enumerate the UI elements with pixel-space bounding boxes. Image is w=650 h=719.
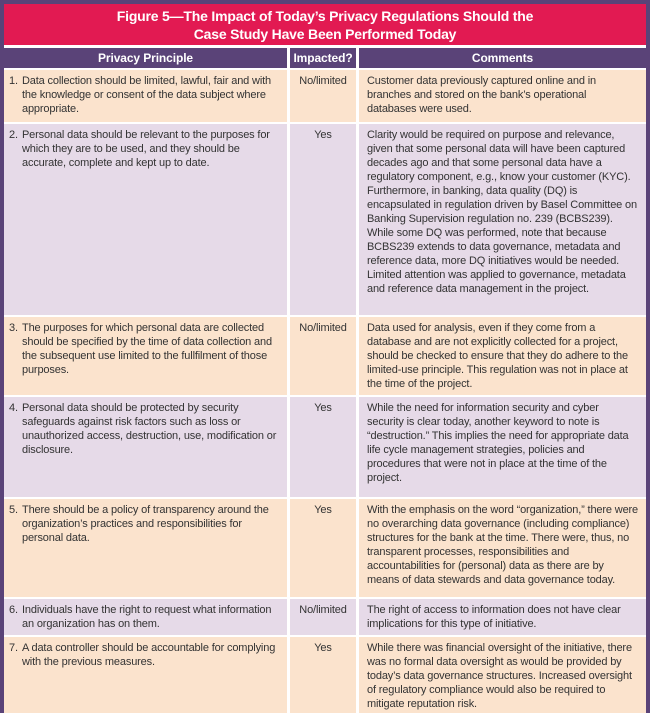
impacted-cell: Yes <box>290 499 356 597</box>
principle-cell <box>4 397 287 497</box>
impacted-cell: No/limited <box>290 599 356 635</box>
principle-cell <box>4 70 287 122</box>
principle-number: 3. <box>9 322 18 334</box>
comments-cell: Clarity would be required on purpose and relevance, given that some personal data will have been captured decades ago and that some personal data have a regulatory component, e.g., know your customer (KYC). Furthermore, in banking, data quality (DQ) is encapsulated in regulation driven by Basel Committee on Banking Supervision regulation no. 239 (BCBS239). While some DQ was performed, note that because BCBS239 extends to data governance, metadata and reference data, more DQ initiatives would be needed. Limited attention was applied to governance, metadata and reference data management in the project. <box>359 124 646 315</box>
principle-number: 1. <box>9 75 18 87</box>
figure-title-bar <box>4 4 646 45</box>
figure-title-line-1: Figure 5—The Impact of Today’s Privacy Regulations Should the <box>116 8 534 24</box>
impacted-cell: Yes <box>290 397 356 497</box>
principle-text: A data controller should be accountable for complying with the previous measures. <box>22 642 276 668</box>
impacted-cell: No/limited <box>290 317 356 395</box>
principle-cell <box>4 499 287 597</box>
header-comments: Comments <box>359 48 646 68</box>
comments-cell: While the need for information security and cyber security is clear today, another keyword to note is “destruction.” This implies the need for appropriate data life cycle management strategies, policies and procedures that were not in place at the time of the project. <box>359 397 646 497</box>
comments-cell: Data used for analysis, even if they come from a database and are not explicitly collected for a project, should be checked to ensure that they do adhere to the limited-use principle. This regulation was not in place at the time of the project. <box>359 317 646 395</box>
principle-number: 6. <box>9 604 18 616</box>
principle-text: Individuals have the right to request what information an organization has on them. <box>22 604 272 630</box>
principle-number: 4. <box>9 402 18 414</box>
principle-text: The purposes for which personal data are collected should be specified by the time of data collection and the subsequent use limited to the fullfilment of those purposes. <box>22 322 272 376</box>
impacted-cell: No/limited <box>290 70 356 122</box>
principle-number: 5. <box>9 504 18 516</box>
principle-cell <box>4 317 287 395</box>
comments-cell: Customer data previously captured online and in branches and stored on the bank’s operational databases were used. <box>359 70 646 122</box>
principle-cell <box>4 637 287 713</box>
principle-text: Data collection should be limited, lawful, fair and with the knowledge or consent of the data subject where appropriate. <box>22 75 272 115</box>
header-impacted: Impacted? <box>290 48 356 68</box>
principle-text: Personal data should be protected by security safeguards against risk factors such as loss or unauthorized access, destruction, use, modification or disclosure. <box>22 402 277 456</box>
principle-cell <box>4 124 287 315</box>
comments-cell: While there was financial oversight of the initiative, there was no formal data oversight as would be provided by today’s data governance structures. Increased oversight of regulatory compliance would also be required to mitigate reputation risk. <box>359 637 646 713</box>
principle-number: 2. <box>9 129 18 141</box>
principle-cell <box>4 599 287 635</box>
privacy-principles-table <box>4 48 646 713</box>
comments-cell: The right of access to information does not have clear implications for this type of initiative. <box>359 599 646 635</box>
figure-title-line-2: Case Study Have Been Performed Today <box>193 26 457 42</box>
impacted-cell: Yes <box>290 637 356 713</box>
comments-cell: With the emphasis on the word “organization,” there were no overarching data governance (including compliance) structures for the bank at the time. There were, thus, no transparent processes, responsibilities and accountabilities for (personal) data as there are by means of data stewards and data governance today. <box>359 499 646 597</box>
principle-text: There should be a policy of transparency around the organization’s practices and responsibilities for personal data. <box>22 504 269 544</box>
header-privacy-principle: Privacy Principle <box>4 48 287 68</box>
impacted-cell: Yes <box>290 124 356 315</box>
principle-number: 7. <box>9 642 18 654</box>
principle-text: Personal data should be relevant to the purposes for which they are to be used, and they should be accurate, complete and kept up to date. <box>22 129 270 169</box>
